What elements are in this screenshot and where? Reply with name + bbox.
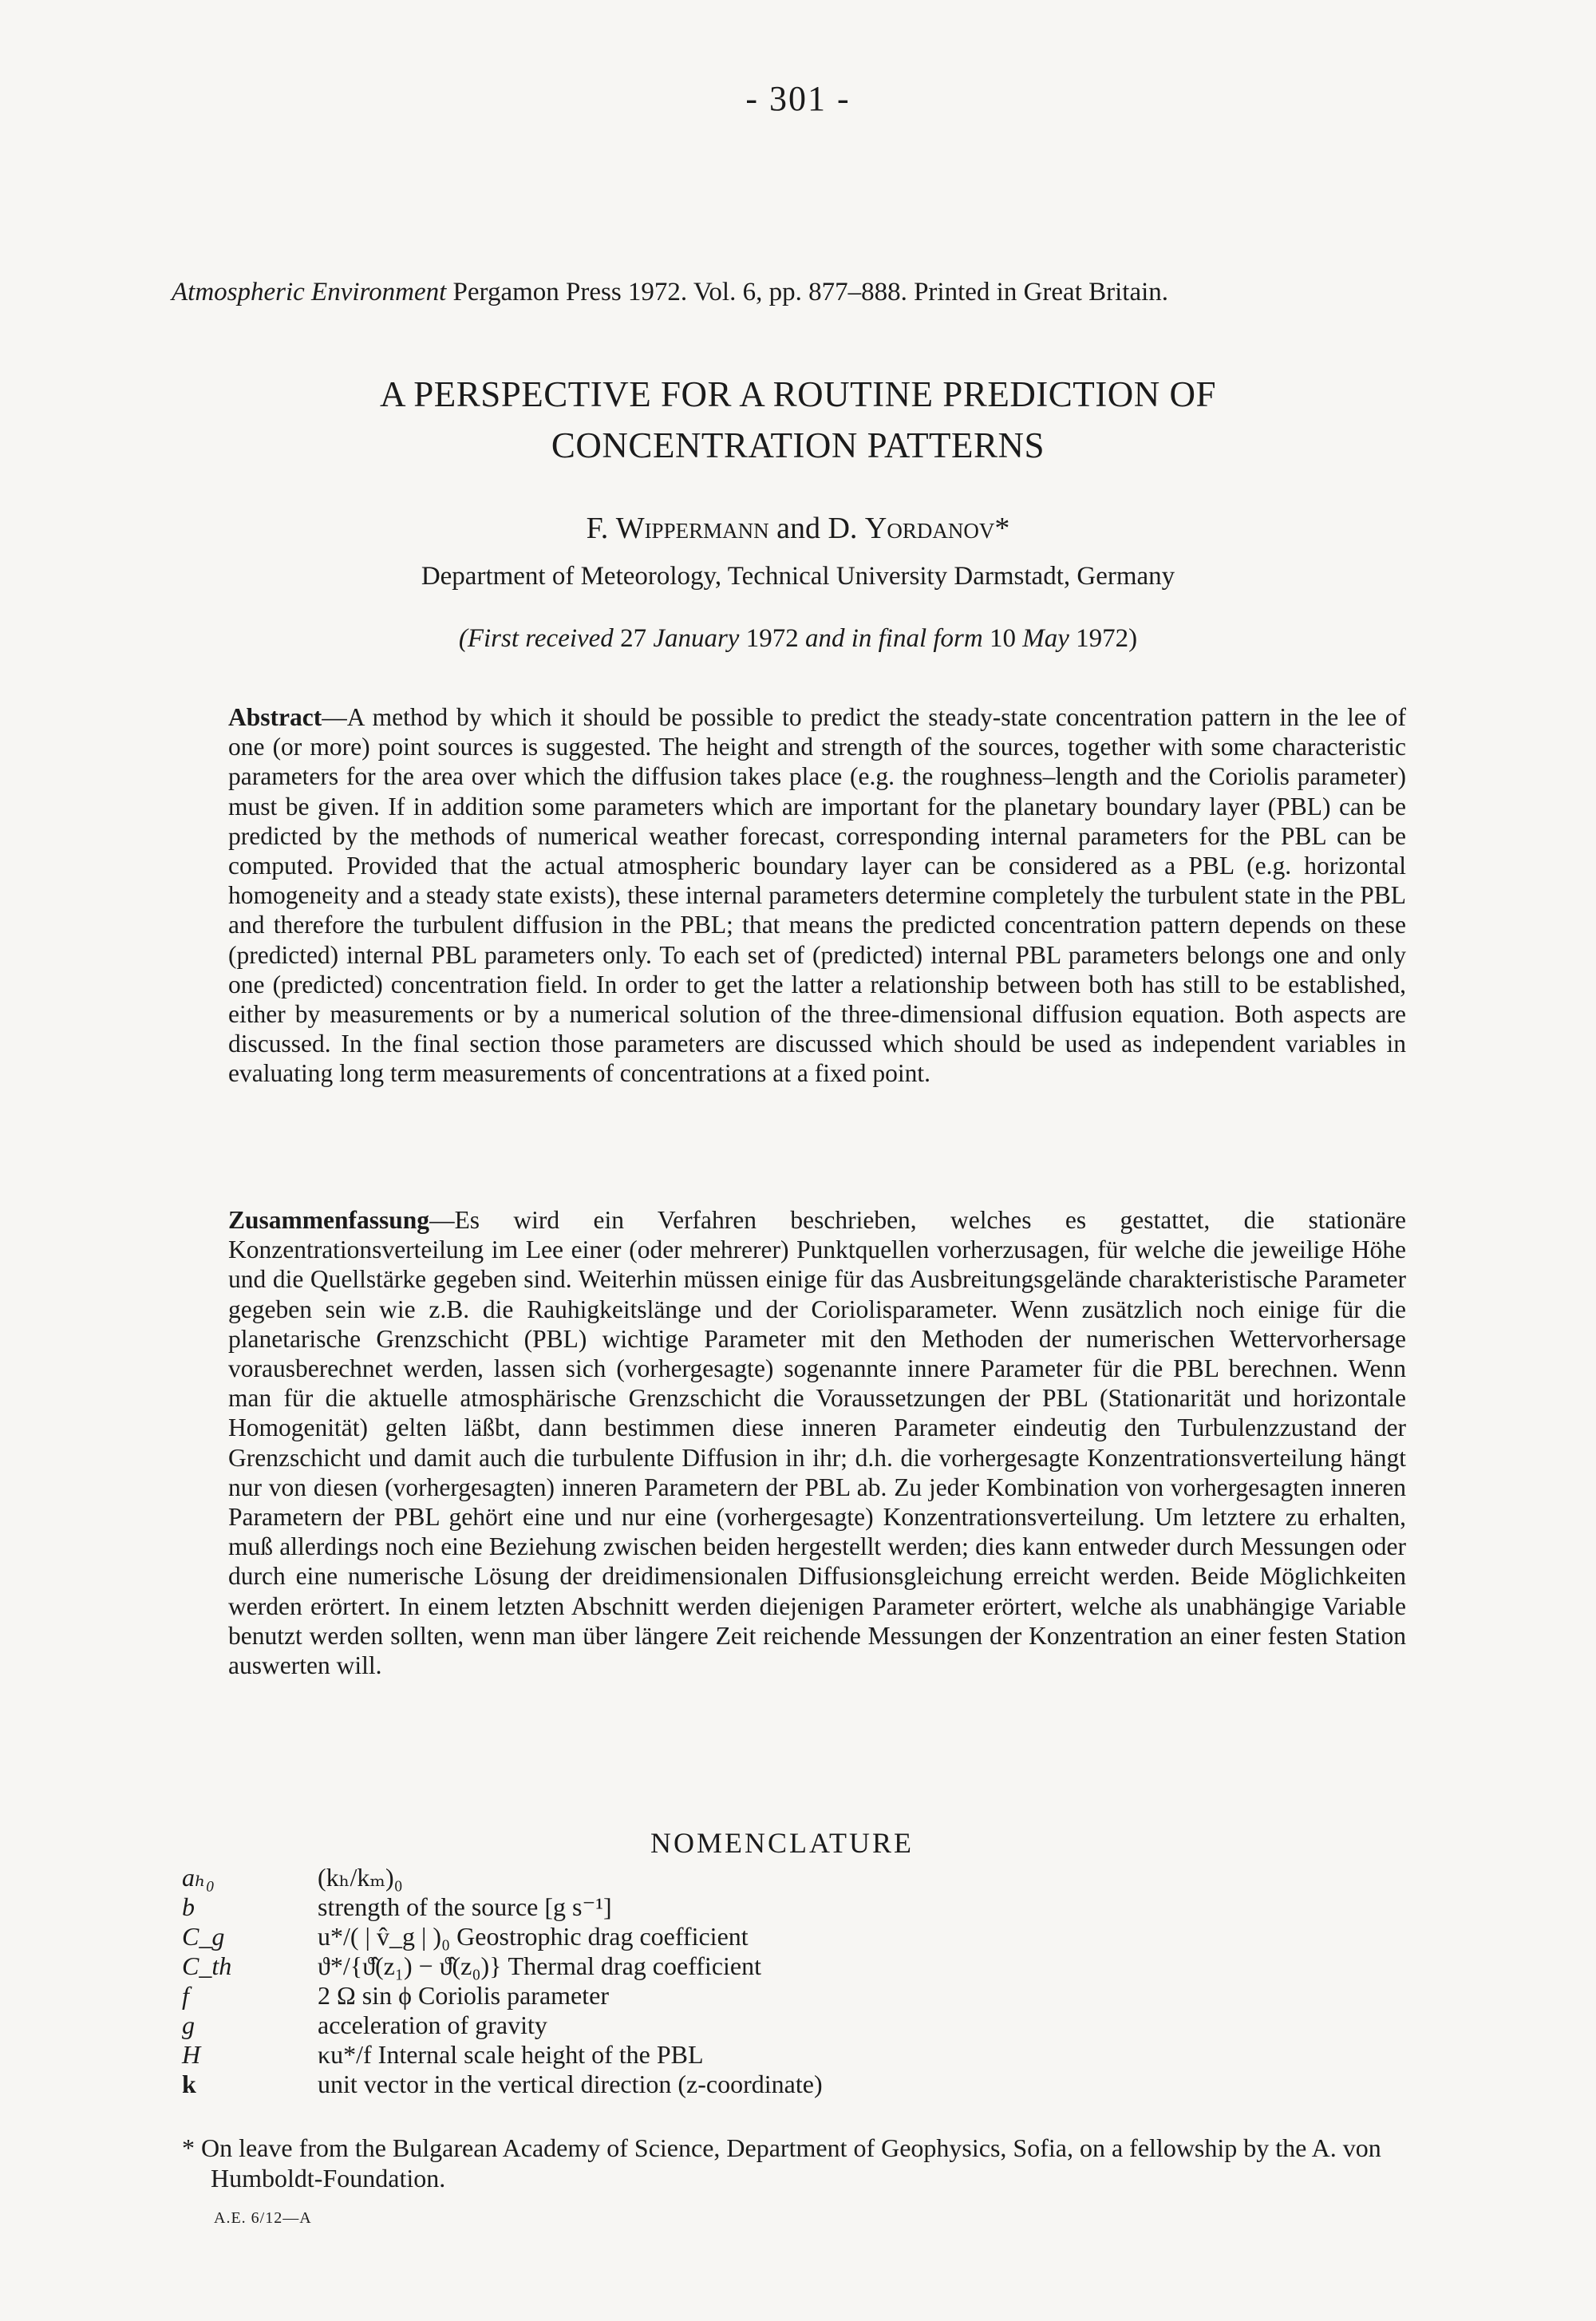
- nomenclature-row: [182, 1892, 823, 1922]
- abstract-label: Abstract: [228, 703, 322, 731]
- author-1-name: Wippermann: [615, 512, 769, 545]
- received-dates: [0, 624, 1596, 654]
- nomenclature-row: [182, 2011, 823, 2040]
- page-number: - 301 -: [745, 79, 851, 118]
- received-date-3: 10: [989, 624, 1016, 653]
- nomenclature-symbol: aₕ₀: [182, 1863, 215, 1892]
- footnote-marker: *: [994, 512, 1010, 545]
- nomenclature-row: [182, 1951, 823, 1981]
- nomenclature-row: [182, 1922, 823, 1951]
- received-date-2: 1972: [745, 624, 799, 653]
- received-text-2: January: [646, 624, 746, 653]
- nomenclature-definition: u*/( | v̂_g | )₀ Geostrophic drag coefficient: [318, 1922, 749, 1951]
- journal-details: Pergamon Press 1972. Vol. 6, pp. 877–888. Printed in Great Britain.: [446, 278, 1169, 306]
- title-line-2: CONCENTRATION PATTERNS: [551, 425, 1045, 465]
- received-date-1: 27: [620, 624, 647, 653]
- received-text-3: and in final form: [798, 624, 990, 653]
- received-text-1: (First received: [458, 624, 621, 653]
- author-conjunction: and D.: [768, 512, 865, 545]
- zusammenfassung-label: Zusammenfassung: [228, 1206, 430, 1234]
- author-2-name: Yordanov: [864, 512, 995, 545]
- zusammenfassung: [228, 1205, 1406, 1680]
- footnote: * On leave from the Bulgarean Academy of Science, Department of Geophysics, Sofia, on a fellowship by the A. von Humboldt-Foundation.: [182, 2133, 1381, 2192]
- nomenclature-symbol: H: [182, 2040, 201, 2069]
- received-text-4: May: [1015, 624, 1077, 653]
- title-line-1: A PERSPECTIVE FOR A ROUTINE PREDICTION OF: [379, 374, 1217, 414]
- printer-code: A.E. 6/12—A: [214, 2209, 312, 2227]
- nomenclature-row: [182, 2070, 823, 2099]
- nomenclature-row: [182, 1863, 823, 1892]
- journal-citation: [172, 278, 1168, 307]
- nomenclature-definition: strength of the source [g s⁻¹]: [318, 1892, 612, 1921]
- zusammenfassung-text: —Es wird ein Verfahren beschrieben, welches es gestattet, die stationäre Konzentrationsverteilung im Lee einer (oder mehrerer) Punktquellen vorherzusagen, für welche die jeweilige Höhe und die Quellstärke gegeben sind. Weiterhin müssen einige für das Ausbreitungsgelände charakteristische Parameter gegeben sein wie z.B. die Rauhigkeitslänge und der Coriolisparameter. Wenn zusätzlich noch einige für die planetarische Grenzschicht (PBL) wichtige Parameter mit den Methoden der numerischen Wettervorhersage vorausberechnet werden, lassen sich (vorhergesagte) sogenannte innere Parameter für die PBL berechnen. Wenn man für die aktuelle atmosphärische Grenzschicht die Voraussetzungen der PBL (Stationarität und horizontale Homogenität) gelten läßbt, dann bestimmen diese inneren Parameter eindeutig den Turbulenzzustand der Grenzschicht und damit auch die turbulente Diffusion in ihr; d.h. die vorhergesagte Konzentrationsverteilung hängt nur von diesen (vorhergesagten) inneren Parametern der PBL ab. Zu jeder Kombination von vorhergesagten inneren Parametern der PBL gehört eine und nur eine (vorhergesagte) Konzentrationsverteilung. Um letztere zu erhalten, muß allerdings noch eine Beziehung zwischen beiden hergestellt werden; dies kann entweder durch Messungen oder durch eine numerische Lösung der dreidimensionalen Diffusionsgleichung erreicht werden. Beide Möglichkeiten werden erörtert. In einem letzten Abschnitt werden diejenigen Parameter erörtert, welche als unabhängige Variable benutzt werden sollten, wenn man über längere Zeit reichende Messungen der Konzentration an einer festen Station auswerten will.: [228, 1206, 1406, 1680]
- nomenclature-definition: κu*/f Internal scale height of the PBL: [318, 2040, 704, 2069]
- nomenclature-definition: 2 Ω sin ϕ Coriolis parameter: [318, 1981, 609, 2010]
- nomenclature-symbol: C_th: [182, 1951, 232, 1980]
- nomenclature-symbol: g: [182, 2011, 195, 2039]
- nomenclature-definition: unit vector in the vertical direction (z-coordinate): [318, 2070, 823, 2098]
- journal-name: Atmospheric Environment: [172, 278, 447, 306]
- paper-title: [160, 369, 1436, 471]
- nomenclature-symbol: b: [182, 1892, 195, 1921]
- nomenclature-symbol: f: [182, 1981, 189, 2010]
- nomenclature-heading: NOMENCLATURE: [650, 1827, 914, 1859]
- affiliation: Department of Meteorology, Technical University Darmstadt, Germany: [421, 562, 1175, 591]
- nomenclature-list: [182, 1863, 823, 2099]
- nomenclature-symbol: C_g: [182, 1922, 225, 1951]
- authors: [0, 511, 1596, 546]
- nomenclature-symbol: k: [182, 2070, 196, 2098]
- received-date-4: 1972): [1076, 624, 1138, 653]
- abstract-text: —A method by which it should be possible to predict the steady-state concentration pattern in the lee of one (or more) point sources is suggested. The height and strength of the sources, together with some characteristic parameters for the area over which the diffusion takes place (e.g. the roughness–length and the Coriolis parameter) must be given. If in addition some parameters which are important for the planetary boundary layer (PBL) can be predicted by the methods of numerical weather forecast, corresponding internal parameters for the PBL can be computed. Provided that the actual atmospheric boundary layer can be considered as a PBL (e.g. horizontal homogeneity and a steady state exists), these internal parameters determine completely the turbulent state in the PBL and therefore the turbulent diffusion in the PBL; that means the predicted concentration pattern depends on these (predicted) internal PBL parameters only. To each set of (predicted) internal PBL parameters belongs one and only one (predicted) concentration field. In order to get the latter a relationship between both has still to be established, either by measurements or by a numerical solution of the three-dimensional diffusion equation. Both aspects are discussed. In the final section those parameters are discussed which should be used as independent variables in evaluating long term measurements of concentrations at a fixed point.: [228, 703, 1406, 1088]
- abstract: [228, 702, 1406, 1089]
- nomenclature-definition: (kₕ/kₘ)₀: [318, 1863, 403, 1892]
- nomenclature-definition: ϑ*/{ϑ̂(z₁) − ϑ̂(z₀)} Thermal drag coefficient: [318, 1951, 761, 1980]
- nomenclature-row: [182, 1981, 823, 2011]
- author-1-initial: F.: [586, 512, 616, 545]
- nomenclature-definition: acceleration of gravity: [318, 2011, 547, 2039]
- nomenclature-row: [182, 2040, 823, 2070]
